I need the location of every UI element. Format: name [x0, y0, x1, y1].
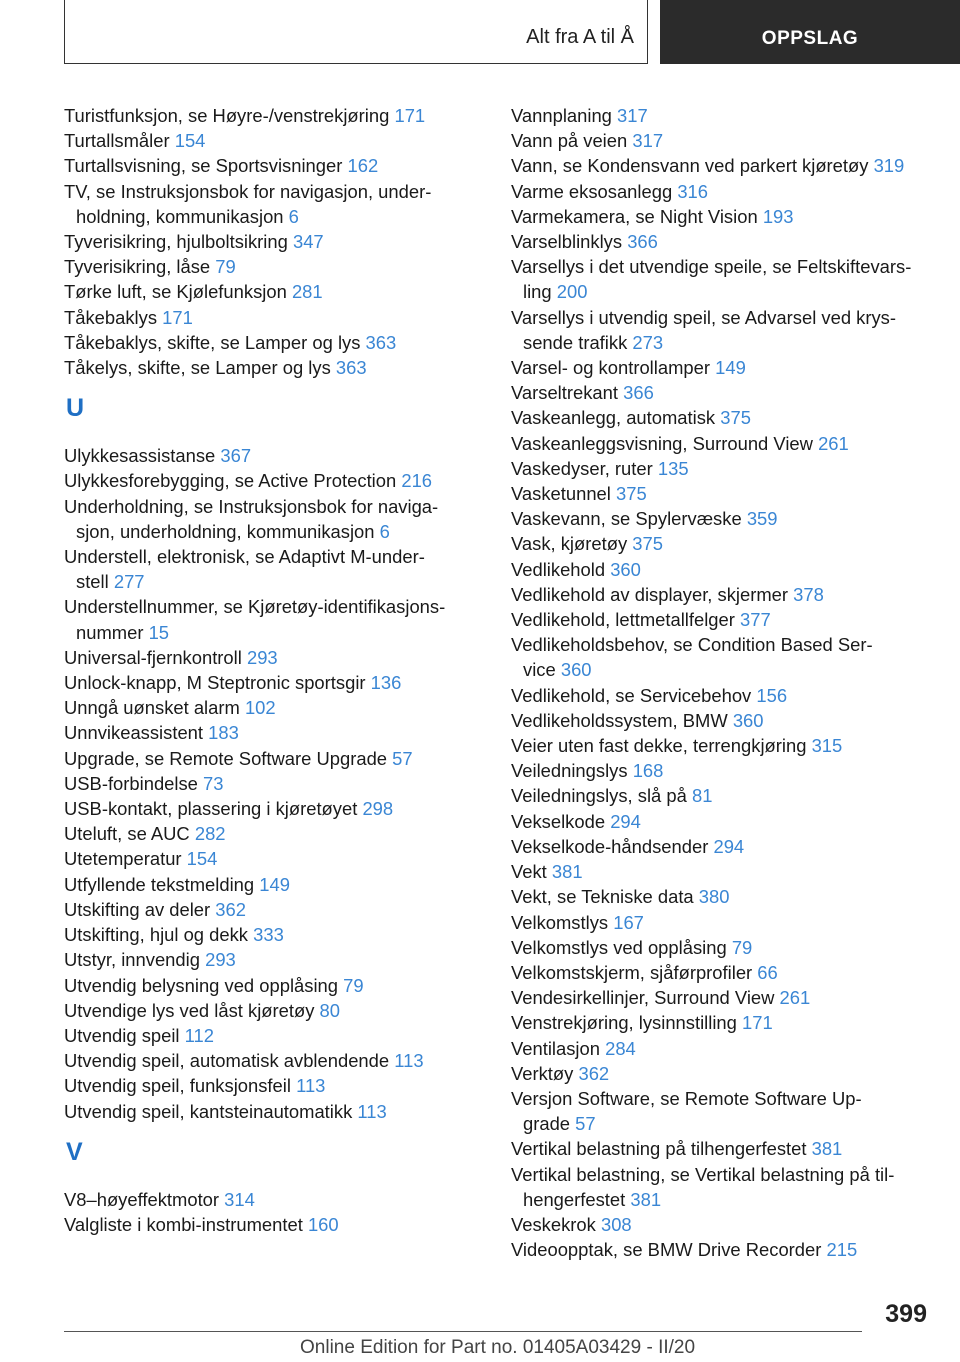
index-entry-text: Valgliste i kombi-instrumentet: [64, 1213, 303, 1235]
index-entry: [64, 796, 494, 821]
index-entry-text: Utvendige lys ved låst kjøretøy: [64, 999, 315, 1021]
index-entry: [511, 380, 931, 405]
index-entry: [64, 746, 494, 771]
header-section-tab[interactable]: OPPSLAG: [660, 0, 960, 64]
index-entry-text: Vaskevann, se Spylervæske: [511, 508, 742, 530]
index-entry: [64, 922, 494, 947]
page-reference-link[interactable]: 282: [194, 823, 226, 845]
index-entry-text: Verktøy: [511, 1062, 574, 1084]
page-reference-link[interactable]: 102: [244, 697, 276, 719]
index-entry: [511, 1136, 931, 1161]
index-entry-text: Veiledningslys, slå på: [511, 785, 687, 807]
index-entry: [64, 1212, 494, 1237]
index-entry: [511, 1036, 931, 1061]
index-entry: [64, 1023, 494, 1048]
index-entry-text: stell: [76, 571, 109, 593]
page-reference-link[interactable]: 149: [259, 873, 290, 895]
index-entry: [64, 594, 494, 644]
page-reference-link[interactable]: 319: [873, 155, 905, 177]
index-entry-text: Velkomstlys: [511, 911, 609, 933]
page-reference-link[interactable]: 135: [657, 457, 689, 479]
index-entry: [64, 494, 494, 544]
page-reference-link[interactable]: 366: [627, 231, 658, 253]
page-reference-link[interactable]: 261: [818, 432, 849, 454]
index-entry-text: Varsellys i det utvendige speile, se Feltskiftevars-: [511, 256, 912, 278]
index-entry-text: ling: [523, 281, 552, 303]
page-reference-link[interactable]: 360: [732, 709, 764, 731]
index-entry-text: Velkomstlys ved opplåsing: [511, 936, 727, 958]
index-entry-text: Tåkebaklys, skifte, se Lamper og lys: [64, 331, 361, 353]
index-entry-text: Understellnummer, se Kjøretøy-identifikasjons-: [64, 596, 446, 618]
index-entry: [64, 645, 494, 670]
page-reference-link[interactable]: 162: [347, 155, 379, 177]
index-entry-text: Utetemperatur: [64, 848, 182, 870]
index-entry-text: Tyverisikring, hjulboltsikring: [64, 231, 288, 253]
index-entry: [64, 897, 494, 922]
page-reference-link[interactable]: 261: [779, 987, 811, 1009]
index-entry-text: Tåkelys, skifte, se Lamper og lys: [64, 357, 331, 379]
index-entry: [511, 103, 931, 128]
index-entry: [511, 405, 931, 430]
page-reference-link[interactable]: 293: [205, 949, 236, 971]
index-entry-text: Tørke luft, se Kjølefunksjon: [64, 281, 287, 303]
page-reference-link[interactable]: 154: [186, 848, 218, 870]
page-reference-link[interactable]: 200: [556, 281, 588, 303]
index-entry: [511, 229, 931, 254]
page-reference-link[interactable]: 57: [392, 747, 413, 769]
index-entry-text: Turistfunksjon, se Høyre-/venstrekjøring: [64, 105, 390, 126]
index-entry-text: Veier uten fast dekke, terrengkjøring: [511, 735, 807, 757]
page-reference-link[interactable]: 363: [365, 331, 397, 353]
index-entry: [64, 872, 494, 897]
index-entry: [511, 985, 931, 1010]
index-entry: [64, 695, 494, 720]
index-entry-text: Ulykkesassistanse: [64, 445, 216, 467]
index-entry: [511, 1212, 931, 1237]
page-reference-link[interactable]: 333: [253, 924, 284, 946]
index-entry: [64, 305, 494, 330]
index-entry-text: nummer: [76, 621, 144, 643]
page-reference-link[interactable]: 6: [288, 205, 299, 227]
index-entry-text: Vedlikehold, lettmetallfelger: [511, 609, 735, 631]
page-reference-link[interactable]: 367: [220, 445, 252, 467]
index-entry-text: sjon, underholdning, kommunikasjon: [76, 520, 375, 542]
index-entry-text: Utvendig speil, automatisk avblendende: [64, 1050, 390, 1072]
page-reference-link[interactable]: 317: [632, 130, 664, 152]
page-reference-link[interactable]: 317: [617, 105, 648, 126]
index-entry-text: USB-forbindelse: [64, 772, 198, 794]
index-entry: [64, 128, 494, 153]
index-entry-text: Tåkebaklys: [64, 306, 158, 328]
page-reference-link[interactable]: 113: [296, 1075, 326, 1097]
page-reference-link[interactable]: 375: [632, 533, 663, 555]
index-entry-text: Vendesirkellinjer, Surround View: [511, 987, 775, 1009]
index-entry: [64, 821, 494, 846]
index-entry-text: Unlock-knapp, M Steptronic sportsgir: [64, 672, 366, 694]
page-reference-link[interactable]: 294: [610, 810, 641, 832]
page-reference-link[interactable]: 360: [560, 659, 592, 681]
index-entry-text: Turtallsmåler: [64, 130, 170, 152]
index-entry: [511, 910, 931, 935]
index-entry: [511, 1010, 931, 1035]
index-entry: [511, 1086, 931, 1136]
index-entry: [511, 254, 931, 304]
index-entry-text: hengerfestet: [523, 1188, 626, 1210]
index-entry: [64, 720, 494, 745]
index-entry: [64, 153, 494, 178]
index-entry-text: Vedlikehold: [511, 558, 606, 580]
index-entry-text: Vedlikeholdssystem, BMW: [511, 709, 728, 731]
index-entry-text: TV, se Instruksjonsbok for navigasjon, under-: [64, 180, 432, 202]
footer-divider: [64, 1331, 862, 1332]
index-entry-text: USB-kontakt, plassering i kjøretøyet: [64, 798, 358, 820]
page-reference-link[interactable]: 57: [575, 1113, 596, 1135]
page-reference-link[interactable]: 79: [731, 936, 753, 958]
index-entry-text: Varme eksosanlegg: [511, 180, 673, 202]
index-entry-text: Vaskeanlegg, automatisk: [511, 407, 716, 429]
page-reference-link[interactable]: 294: [713, 835, 745, 857]
page-reference-link[interactable]: 171: [394, 105, 426, 126]
page-reference-link[interactable]: 363: [335, 357, 367, 379]
page-reference-link[interactable]: 80: [319, 999, 340, 1021]
index-entry: [64, 998, 494, 1023]
page-reference-link[interactable]: 215: [826, 1239, 858, 1261]
page-reference-link[interactable]: 293: [246, 646, 278, 668]
index-entry: [64, 229, 494, 254]
index-entry: [511, 1061, 931, 1086]
page-reference-link[interactable]: 193: [762, 205, 794, 227]
index-entry-text: Vaskeanleggsvisning, Surround View: [511, 432, 813, 454]
index-entry: [64, 544, 494, 594]
index-entry-text: Understell, elektronisk, se Adaptivt M-under-: [64, 546, 425, 568]
index-entry-text: Vekt: [511, 861, 547, 883]
index-entry: [511, 859, 931, 884]
index-entry-text: Varsel- og kontrollamper: [511, 357, 710, 379]
page-reference-link[interactable]: 273: [632, 331, 664, 353]
index-entry-text: Utvendig speil, funksjonsfeil: [64, 1075, 291, 1097]
index-entry: [511, 582, 931, 607]
index-entry-text: Unngå uønsket alarm: [64, 697, 240, 719]
page-reference-link[interactable]: 168: [632, 760, 664, 782]
page-reference-link[interactable]: 156: [756, 684, 788, 706]
page-reference-link[interactable]: 362: [578, 1062, 610, 1084]
index-entry-text: Vekt, se Tekniske data: [511, 886, 694, 908]
index-entry: [511, 355, 931, 380]
index-entry: [511, 1237, 931, 1262]
index-entry: [511, 683, 931, 708]
index-entry: [64, 1187, 494, 1212]
index-entry: [64, 947, 494, 972]
index-entry-text: vice: [523, 659, 556, 681]
index-entry: [511, 935, 931, 960]
page-reference-link[interactable]: 362: [215, 898, 246, 920]
index-entry-text: Underholdning, se Instruksjonsbok for naviga-: [64, 495, 439, 517]
page-reference-link[interactable]: 315: [811, 735, 843, 757]
index-entry-text: Tyverisikring, låse: [64, 256, 211, 278]
index-entry-text: Varsellys i utvendig speil, se Advarsel ved krys-: [511, 306, 896, 328]
index-entry: [64, 846, 494, 871]
page-reference-link[interactable]: 183: [208, 722, 239, 744]
index-entry: [64, 254, 494, 279]
index-entry-text: Utskifting av deler: [64, 898, 211, 920]
page-reference-link[interactable]: 113: [357, 1100, 387, 1122]
index-entry-text: Upgrade, se Remote Software Upgrade: [64, 747, 388, 769]
index-entry: [511, 531, 931, 556]
index-entry: [64, 1099, 494, 1124]
index-entry: [511, 506, 931, 531]
index-entry-text: Uteluft, se AUC: [64, 823, 190, 845]
index-entry-text: Unnvikeassistent: [64, 722, 204, 744]
index-entry: [511, 834, 931, 859]
page-reference-link[interactable]: 316: [677, 180, 708, 202]
index-entry: [511, 431, 931, 456]
index-entry: [64, 670, 494, 695]
index-entry-text: Utvendig speil, kantsteinautomatikk: [64, 1100, 353, 1122]
page-reference-link[interactable]: 171: [742, 1012, 773, 1034]
page-reference-link[interactable]: 359: [746, 508, 778, 530]
page-reference-link[interactable]: 216: [401, 470, 433, 492]
index-entry-text: Vasketunnel: [511, 483, 611, 505]
index-entry-text: Vertikal belastning, se Vertikal belastning på til-: [511, 1163, 895, 1185]
index-entry-text: Universal-fjernkontroll: [64, 646, 242, 668]
index-entry-text: Vedlikehold, se Servicebehov: [511, 684, 752, 706]
page-reference-link[interactable]: 380: [698, 886, 730, 908]
page-reference-link[interactable]: 136: [370, 672, 402, 694]
page-reference-link[interactable]: 112: [184, 1024, 214, 1046]
index-entry-text: Utfyllende tekstmelding: [64, 873, 255, 895]
index-entry: [64, 355, 494, 380]
index-entry: [511, 783, 931, 808]
footer-edition: Online Edition for Part no. 01405A03429 - II/20: [300, 1337, 696, 1358]
index-entry-text: Vann på veien: [511, 130, 628, 152]
page-reference-link[interactable]: 113: [394, 1050, 424, 1072]
page-reference-link[interactable]: 298: [362, 798, 394, 820]
index-entry: [64, 330, 494, 355]
page-reference-link[interactable]: 171: [162, 306, 193, 328]
page-reference-link[interactable]: 277: [113, 571, 145, 593]
index-column-left: [64, 103, 494, 1237]
page-reference-link[interactable]: 154: [174, 130, 206, 152]
index-entry: [64, 279, 494, 304]
index-entry: [511, 708, 931, 733]
page-reference-link[interactable]: 381: [811, 1138, 843, 1160]
index-entry-text: sende trafikk: [523, 331, 628, 353]
index-letter-heading: V: [66, 1137, 83, 1166]
index-entry: [64, 103, 494, 128]
index-entry: [511, 204, 931, 229]
index-entry-text: Venstrekjøring, lysinnstilling: [511, 1012, 737, 1034]
index-entry-text: Utvendig belysning ved opplåsing: [64, 974, 339, 996]
index-entry-text: Vedlikeholdsbehov, se Condition Based Ser-: [511, 634, 873, 656]
index-entry-text: Turtallsvisning, se Sportsvisninger: [64, 155, 343, 177]
index-entry-text: Ulykkesforebygging, se Active Protection: [64, 470, 397, 492]
header-title: Alt fra A til Å: [526, 26, 634, 48]
index-entry-text: Videoopptak, se BMW Drive Recorder: [511, 1239, 822, 1261]
page-reference-link[interactable]: 66: [757, 961, 778, 983]
index-entry: [511, 1162, 931, 1212]
index-entry-text: Utvendig speil: [64, 1024, 180, 1046]
index-entry-text: Utskifting, hjul og dekk: [64, 924, 248, 946]
index-entry: [511, 481, 931, 506]
index-entry: [511, 632, 931, 682]
index-entry-text: Utstyr, innvendig: [64, 949, 200, 971]
index-entry-text: Vekselkode: [511, 810, 606, 832]
index-entry: [511, 456, 931, 481]
index-entry: [511, 153, 931, 178]
index-entry: [511, 128, 931, 153]
page-reference-link[interactable]: 308: [600, 1213, 632, 1235]
index-entry-text: Veiledningslys: [511, 760, 628, 782]
index-entry: [511, 884, 931, 909]
page-reference-link[interactable]: 6: [379, 520, 390, 542]
index-entry-text: Velkomstskjerm, sjåførprofiler: [511, 961, 753, 983]
index-entry: [511, 758, 931, 783]
page-reference-link[interactable]: 314: [224, 1188, 255, 1210]
index-entry: [511, 305, 931, 355]
page-reference-link[interactable]: 160: [307, 1213, 339, 1235]
page-reference-link[interactable]: 381: [630, 1188, 662, 1210]
index-entry-text: Vannplaning: [511, 105, 612, 126]
index-entry-text: Vertikal belastning på tilhengerfestet: [511, 1138, 807, 1160]
page-reference-link[interactable]: 381: [551, 861, 583, 883]
index-entry-text: Versjon Software, se Remote Software Up-: [511, 1087, 862, 1109]
index-entry: [511, 960, 931, 985]
page-reference-link[interactable]: 366: [623, 382, 654, 404]
index-entry: [64, 468, 494, 493]
page-number: 399: [885, 1300, 927, 1328]
index-entry: [64, 771, 494, 796]
index-entry-text: Vekselkode-håndsender: [511, 835, 709, 857]
index-entry-text: Vaskedyser, ruter: [511, 457, 653, 479]
index-entry: [511, 809, 931, 834]
page-reference-link[interactable]: 81: [691, 785, 713, 807]
index-entry: [511, 733, 931, 758]
index-column-right: [511, 103, 931, 1262]
page-reference-link[interactable]: 79: [343, 974, 364, 996]
page-reference-link[interactable]: 375: [615, 483, 647, 505]
page-reference-link[interactable]: 375: [720, 407, 751, 429]
page-reference-link[interactable]: 149: [715, 357, 746, 379]
index-entry-text: Varseltrekant: [511, 382, 618, 404]
index-entry: [511, 557, 931, 582]
index-entry-text: Vedlikehold av displayer, skjermer: [511, 583, 789, 605]
index-entry-text: grade: [523, 1113, 571, 1135]
page-reference-link[interactable]: 378: [793, 583, 824, 605]
index-entry-text: Veskekrok: [511, 1213, 596, 1235]
page-reference-link[interactable]: 360: [610, 558, 641, 580]
page-reference-link[interactable]: 73: [203, 772, 224, 794]
index-entry-text: Vask, kjøretøy: [511, 533, 628, 555]
index-entry: [64, 973, 494, 998]
index-entry-text: Ventilasjon: [511, 1037, 600, 1059]
index-entry-text: Varmekamera, se Night Vision: [511, 205, 758, 227]
index-entry: [64, 1048, 494, 1073]
index-entry: [64, 1073, 494, 1098]
page-reference-link[interactable]: 281: [291, 281, 323, 303]
index-entry-text: V8–høyeffektmotor: [64, 1188, 220, 1210]
index-entry: [64, 179, 494, 229]
page-reference-link[interactable]: 284: [605, 1037, 636, 1059]
page-reference-link[interactable]: 377: [740, 609, 771, 631]
page-reference-link[interactable]: 15: [148, 621, 170, 643]
index-entry: [511, 607, 931, 632]
index-entry: [511, 179, 931, 204]
index-letter-heading: U: [66, 394, 85, 423]
index-entry-text: Varselblinklys: [511, 231, 623, 253]
page-reference-link[interactable]: 167: [613, 911, 644, 933]
index-entry-text: Vann, se Kondensvann ved parkert kjøretøy: [511, 155, 869, 177]
index-entry-text: holdning, kommunikasjon: [76, 205, 284, 227]
page-reference-link[interactable]: 347: [292, 231, 324, 253]
page-reference-link[interactable]: 79: [215, 256, 236, 278]
index-entry: [64, 443, 494, 468]
